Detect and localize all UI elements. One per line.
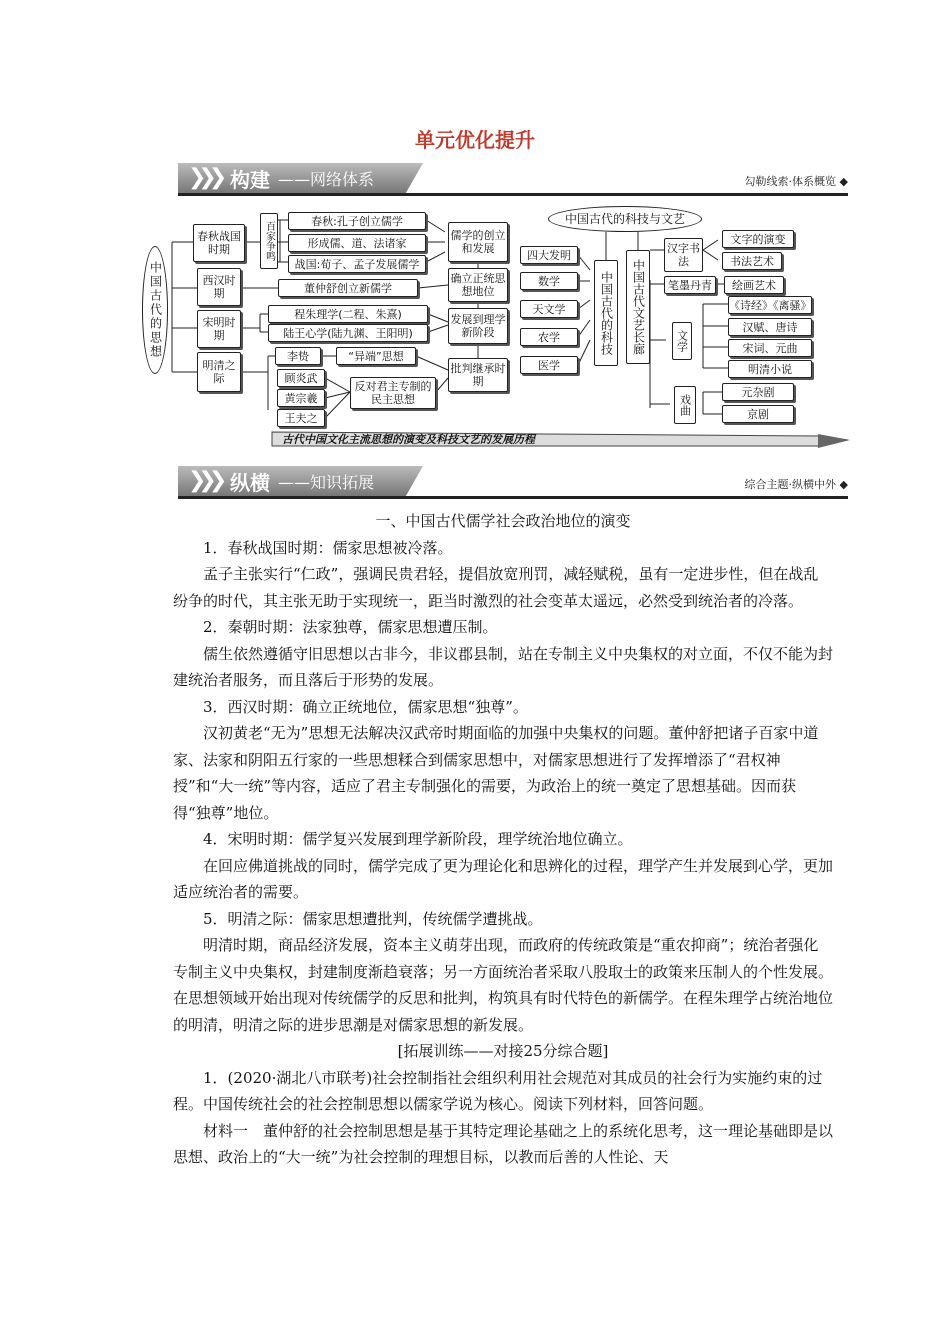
diamond-icon: ◆ <box>839 175 848 188</box>
node-baijia: 百家争鸣 <box>260 213 278 269</box>
node-item-3: 战国:荀子、孟子发展儒学 <box>288 255 426 273</box>
node-art-group-4: 戏曲 <box>674 386 696 424</box>
node-stage-3: 发展到理学新阶段 <box>448 308 508 344</box>
node-item-7: 李贽 <box>275 347 321 365</box>
paragraph: 1．春秋战国时期：儒家思想被冷落。 <box>203 538 453 557</box>
node-art-group-2: 笔墨丹青 <box>664 276 716 294</box>
paragraph: 材料一 董仲舒的社会控制思想是基于其特定理论基础之上的系统化思考，这一理论基础即是以思想、政治上的“大一统”为社会控制的理想目标，以教而后善的人性论、天 <box>173 1121 834 1166</box>
node-item-8: “异端”思想 <box>336 347 416 365</box>
banner-small: ——知识拓展 <box>278 473 375 492</box>
banner-small: ——网络体系 <box>278 170 375 189</box>
paragraph: 在回应佛道挑战的同时，儒学完成了更为理论化和思辨化的过程，理学产生并发展到心学，更加适应统治者的需要。 <box>173 856 834 901</box>
node-art-item-3: 绘画艺术 <box>724 276 784 294</box>
node-period-4: 明清之际 <box>197 352 241 392</box>
paragraph: 3．西汉时期：确立正统地位，儒家思想“独尊”。 <box>203 697 528 716</box>
node-art-item-5: 汉赋、唐诗 <box>728 318 812 336</box>
body-text <box>173 508 833 1171</box>
node-period-2: 西汉时期 <box>197 268 241 306</box>
banner-right: 勾勒线索·体系概览 ◆ <box>744 175 848 188</box>
node-art-item-2: 书法艺术 <box>722 252 782 270</box>
node-item-4: 董仲舒创立新儒学 <box>278 279 418 297</box>
node-item-12: 反对君主专制的民主思想 <box>350 377 436 409</box>
node-sci-1: 四大发明 <box>520 246 578 264</box>
node-art-item-7: 明清小说 <box>728 360 812 378</box>
node-item-1: 春秋:孔子创立儒学 <box>288 212 426 230</box>
paragraph: 明清时期，商品经济发展，资本主义萌芽出现，而政府的传统政策是“重农抑商”；统治者强化专制主义中央集权，封建制度渐趋衰落；另一方面统治者采取八股取士的政策来压制人的个性发展。在思想领域开始出现对传统儒学的反思和批判，构筑具有时代特色的新儒学。在程朱理学占统治地位的明清，明清之际的进步思潮是对儒家思想的新发展。 <box>173 936 834 1034</box>
paragraph: 汉初黄老“无为”思想无法解决汉武帝时期面临的加强中央集权的问题。董仲舒把诸子百家中道家、法家和阴阳五行家的一些思想糅合到儒家思想中，对儒家思想进行了发挥增添了“君权神授”和“大一统”等内容，适应了君主专制强化的需要，为政治上的统一奠定了思想基础。因而获得“独尊”地位。 <box>173 724 819 822</box>
node-sci-2: 数学 <box>520 272 578 290</box>
exercise-heading: [拓展训练——对接25分综合题] <box>397 1042 609 1060</box>
section-banner-knowledge <box>178 466 848 499</box>
paragraph: 孟子主张实行“仁政”，强调民贵君轻，提倡放宽刑罚，减轻赋税，虽有一定进步性，但在战乱纷争的时代，其主张无助于实现统一，距当时激烈的社会变革太遥远，必然受到统治者的冷落。 <box>173 565 819 610</box>
node-item-10: 黄宗羲 <box>277 389 325 407</box>
node-item-5: 程朱理学(二程、朱熹) <box>268 305 428 323</box>
paragraph: 5．明清之际：儒家思想遭批判，传统儒学遭挑战。 <box>203 909 543 928</box>
chevron-icon: ❯❯❯ <box>188 165 220 190</box>
diagram-arrow-label: 古代中国文化主流思想的演变及科技文艺的发展历程 <box>282 433 535 446</box>
paragraph: 1．(2020·湖北八市联考)社会控制指社会组织利用社会规范对其成员的社会行为实施约束的过程。中国传统社会的社会控制思想以儒家学说为核心。阅读下列材料，回答问题。 <box>173 1068 823 1113</box>
node-sci-5: 医学 <box>520 356 578 374</box>
node-sci: 中国古代的科技 <box>594 260 618 366</box>
paragraph: 4．宋明时期：儒学复兴发展到理学新阶段，理学统治地位确立。 <box>203 830 633 848</box>
node-art-item-1: 文字的演变 <box>722 230 794 248</box>
node-sci-4: 农学 <box>520 328 578 346</box>
network-diagram <box>0 0 950 470</box>
node-sci-3: 天文学 <box>520 300 578 318</box>
section-heading: 一、中国古代儒学社会政治地位的演变 <box>375 512 631 530</box>
node-art-item-9: 京剧 <box>722 405 794 423</box>
node-root: 中国古代的思想 <box>142 246 168 374</box>
chevron-icon: ❯❯❯ <box>188 468 220 493</box>
node-art-group-1: 汉字书法 <box>664 238 703 272</box>
node-art-group-3: 文学 <box>672 322 692 360</box>
node-item-6: 陆王心学(陆九渊、王阳明) <box>268 324 428 342</box>
diamond-icon: ◆ <box>839 478 848 491</box>
node-art-item-6: 宋词、元曲 <box>728 339 812 357</box>
banner-big: 构建 <box>230 168 270 192</box>
banner-right: 综合主题·纵横中外 ◆ <box>744 478 848 491</box>
node-stage-2: 确立正统思想地位 <box>448 268 508 302</box>
node-item-2: 形成儒、道、法诸家 <box>288 234 426 252</box>
node-art: 中国古代文艺长廊 <box>626 250 650 364</box>
node-art-item-4: 《诗经》《离骚》 <box>728 296 812 314</box>
page-title: 单元优化提升 <box>415 128 535 152</box>
node-item-9: 顾炎武 <box>277 369 325 387</box>
node-sci-root: 中国古代的科技与文艺 <box>548 206 702 232</box>
node-item-11: 王夫之 <box>277 409 325 427</box>
node-period-3: 宋明时期 <box>197 310 241 348</box>
node-stage-4: 批判继承时期 <box>448 358 508 392</box>
node-stage-1: 儒学的创立和发展 <box>448 222 508 262</box>
banner-big: 纵横 <box>230 471 270 495</box>
paragraph: 儒生依然遵循守旧思想以古非今，非议郡县制，站在专制主义中央集权的对立面，不仅不能为封建统治者服务，而且落后于形势的发展。 <box>173 644 834 689</box>
node-art-item-8: 元杂剧 <box>722 383 794 401</box>
paragraph: 2．秦朝时期：法家独尊，儒家思想遭压制。 <box>203 618 498 636</box>
node-period-1: 春秋战国时期 <box>193 224 245 262</box>
